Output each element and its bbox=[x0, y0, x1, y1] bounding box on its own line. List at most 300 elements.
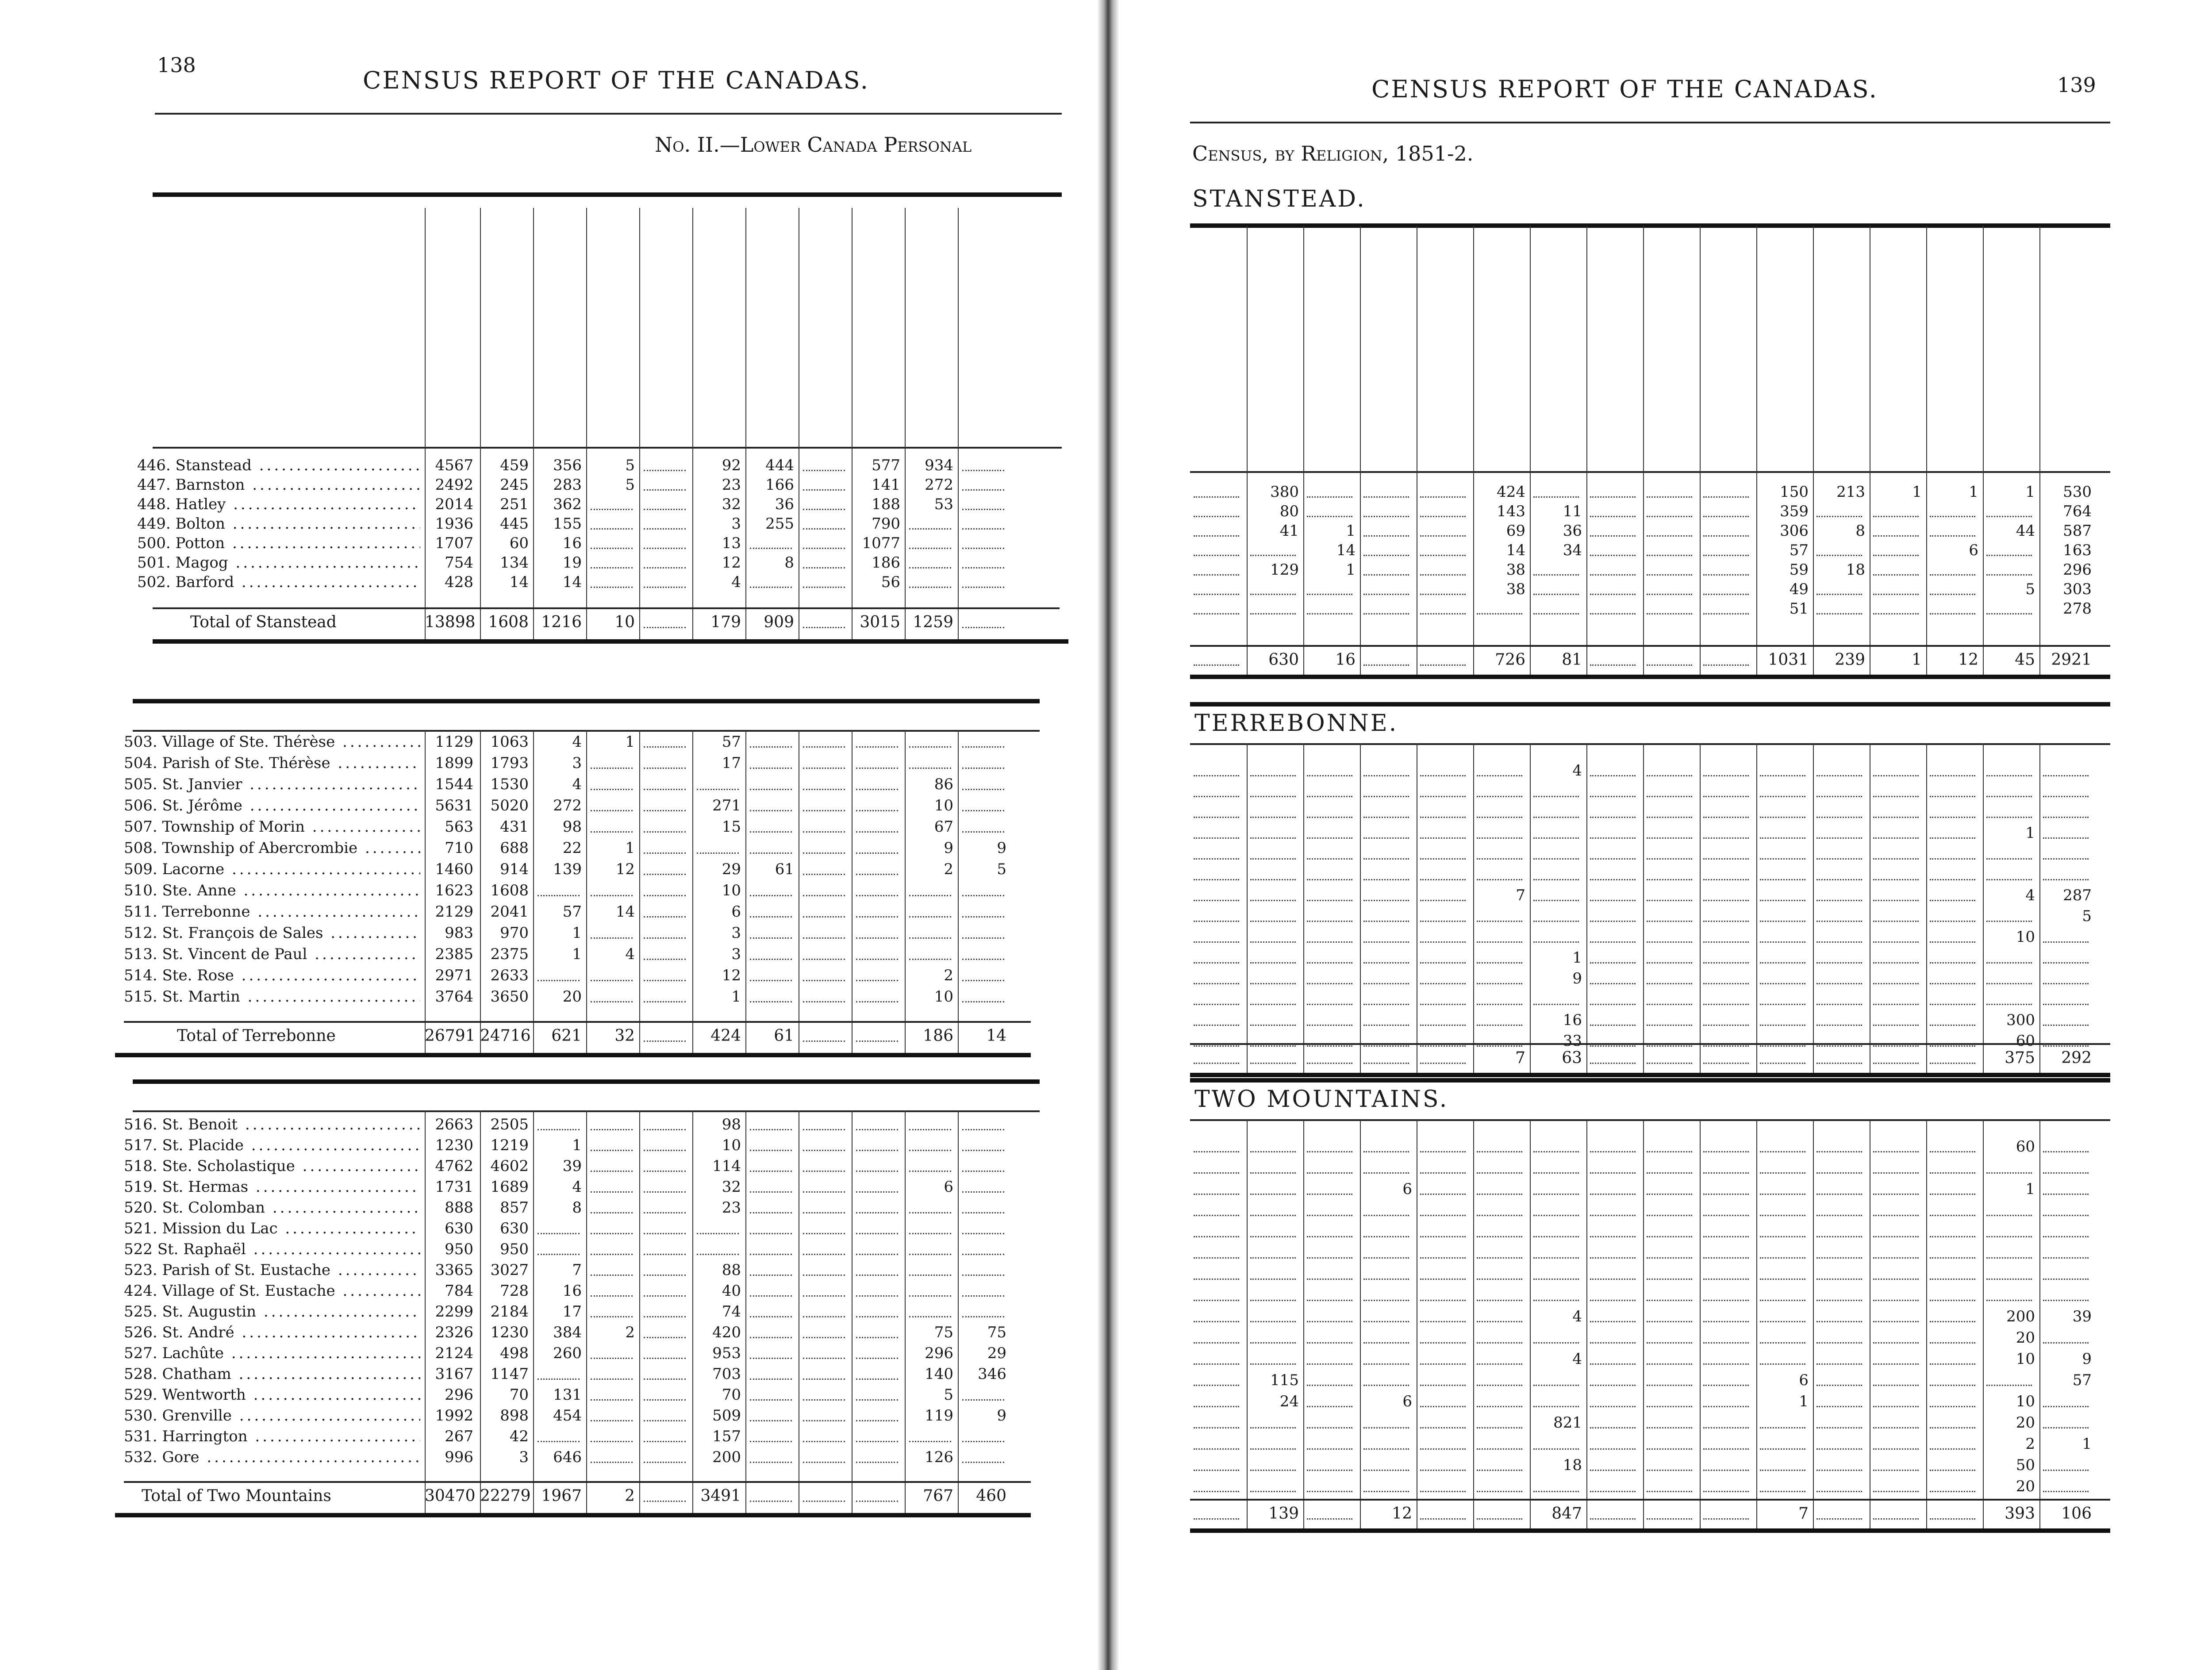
empty-cell-dots bbox=[644, 990, 686, 1002]
table-row bbox=[124, 1198, 1053, 1217]
empty-cell-dots bbox=[750, 1388, 792, 1401]
empty-cell-dots bbox=[750, 1429, 792, 1442]
empty-cell-dots bbox=[538, 968, 580, 981]
empty-cell-dots bbox=[1250, 1182, 1296, 1195]
table-cell: 2 bbox=[944, 967, 953, 984]
empty-cell-dots bbox=[591, 799, 633, 811]
empty-cell-dots bbox=[1930, 1416, 1975, 1428]
empty-cell-dots bbox=[1477, 1225, 1522, 1237]
empty-cell-dots bbox=[1760, 1246, 1805, 1259]
table-cell: 150 bbox=[1780, 483, 1809, 501]
table-cell: 1731 bbox=[435, 1178, 473, 1196]
table-cell: 188 bbox=[872, 495, 900, 513]
empty-cell-dots bbox=[962, 458, 1004, 471]
table-row bbox=[1115, 1455, 2212, 1475]
table-cell: 2971 bbox=[435, 967, 473, 984]
table-cell: 2 bbox=[944, 860, 953, 878]
empty-cell-dots bbox=[1590, 888, 1636, 901]
empty-cell-dots bbox=[1420, 1161, 1466, 1174]
table-cell: 587 bbox=[2063, 522, 2092, 540]
empty-cell-dots bbox=[644, 1367, 686, 1380]
empty-cell-dots bbox=[1250, 1437, 1296, 1450]
table-cell: 380 bbox=[1270, 483, 1299, 501]
empty-cell-dots bbox=[644, 1138, 686, 1151]
empty-cell-dots bbox=[1703, 1182, 1749, 1195]
empty-cell-dots bbox=[1250, 805, 1296, 818]
empty-cell-dots bbox=[962, 478, 1004, 491]
empty-cell-dots bbox=[1250, 992, 1296, 1005]
township-name: 522 St. Raphaël ..... bbox=[124, 1240, 420, 1259]
empty-cell-dots bbox=[1533, 1288, 1579, 1301]
empty-cell-dots bbox=[1986, 784, 2032, 797]
empty-cell-dots bbox=[1760, 784, 1805, 797]
empty-cell-dots bbox=[1533, 992, 1579, 1005]
table-row bbox=[1115, 1179, 2212, 1199]
table-cell: 4 bbox=[572, 1178, 582, 1196]
total-cell: 630 bbox=[1268, 651, 1299, 669]
empty-cell-dots bbox=[1477, 784, 1522, 797]
table-cell: 1 bbox=[572, 924, 582, 942]
empty-cell-dots bbox=[1250, 764, 1296, 776]
table-cell: 18 bbox=[1846, 561, 1865, 579]
empty-cell-dots bbox=[1930, 847, 1975, 860]
empty-cell-dots bbox=[750, 1180, 792, 1193]
empty-cell-dots bbox=[856, 1367, 898, 1380]
empty-cell-dots bbox=[1647, 582, 1692, 595]
empty-cell-dots bbox=[1647, 653, 1692, 666]
empty-cell-dots bbox=[591, 1221, 633, 1234]
total-cell: 7 bbox=[1515, 1049, 1525, 1067]
table-cell: 5 bbox=[2082, 907, 2092, 925]
township-name: 501. Magog ..... bbox=[137, 553, 420, 572]
table-cell: 296 bbox=[2063, 561, 2092, 579]
empty-cell-dots bbox=[750, 1242, 792, 1255]
empty-cell-dots bbox=[1647, 1013, 1692, 1026]
empty-cell-dots bbox=[538, 1367, 580, 1380]
empty-cell-dots bbox=[1873, 1225, 1919, 1237]
empty-cell-dots bbox=[1363, 602, 1409, 614]
empty-cell-dots bbox=[803, 1263, 845, 1276]
empty-cell-dots bbox=[1477, 1331, 1522, 1344]
empty-cell-dots bbox=[750, 735, 792, 748]
empty-cell-dots bbox=[1250, 868, 1296, 880]
table-cell: 23 bbox=[722, 1199, 741, 1217]
empty-cell-dots bbox=[591, 556, 633, 568]
empty-cell-dots bbox=[1420, 992, 1466, 1005]
empty-cell-dots bbox=[1420, 1267, 1466, 1280]
empty-cell-dots bbox=[1816, 951, 1862, 964]
table-cell: 1 bbox=[731, 988, 741, 1006]
empty-cell-dots bbox=[750, 1305, 792, 1317]
empty-cell-dots bbox=[1590, 930, 1636, 943]
empty-cell-dots bbox=[1307, 1507, 1352, 1520]
empty-cell-dots bbox=[962, 1117, 1004, 1130]
empty-cell-dots bbox=[1590, 1331, 1636, 1344]
empty-cell-dots bbox=[591, 1450, 633, 1463]
empty-cell-dots bbox=[803, 756, 845, 769]
empty-cell-dots bbox=[1816, 1246, 1862, 1259]
empty-cell-dots bbox=[1873, 951, 1919, 964]
table-cell: 70 bbox=[722, 1386, 741, 1404]
empty-cell-dots bbox=[1363, 1309, 1409, 1322]
empty-cell-dots bbox=[803, 1450, 845, 1463]
empty-cell-dots bbox=[1647, 1288, 1692, 1301]
total-cell: 63 bbox=[1562, 1049, 1582, 1067]
table-cell: 1 bbox=[1346, 522, 1356, 540]
empty-cell-dots bbox=[1703, 1437, 1749, 1450]
empty-cell-dots bbox=[1194, 826, 1239, 839]
table-cell: 12 bbox=[722, 554, 741, 572]
empty-cell-dots bbox=[1647, 1246, 1692, 1259]
table-cell: 17 bbox=[722, 754, 741, 772]
empty-cell-dots bbox=[1703, 1373, 1749, 1386]
empty-cell-dots bbox=[538, 1242, 580, 1255]
empty-cell-dots bbox=[856, 1409, 898, 1421]
table-cell: 784 bbox=[445, 1282, 473, 1300]
table-cell: 141 bbox=[872, 476, 900, 494]
empty-cell-dots bbox=[1363, 951, 1409, 964]
township-name: 527. Lachûte ..... bbox=[124, 1344, 420, 1363]
table-cell: 950 bbox=[445, 1240, 473, 1258]
empty-cell-dots bbox=[1250, 1246, 1296, 1259]
total-cell: 460 bbox=[976, 1487, 1006, 1505]
empty-cell-dots bbox=[1816, 1288, 1862, 1301]
table-cell: 20 bbox=[2016, 1329, 2035, 1347]
empty-cell-dots bbox=[1760, 1203, 1805, 1216]
empty-cell-dots bbox=[1760, 1161, 1805, 1174]
empty-cell-dots bbox=[1930, 1267, 1975, 1280]
empty-cell-dots bbox=[1760, 1331, 1805, 1344]
table-cell: 10 bbox=[722, 1136, 741, 1154]
township-name: 424. Village of St. Eustache ..... bbox=[124, 1281, 420, 1301]
table-cell: 13 bbox=[722, 534, 741, 552]
empty-cell-dots bbox=[1307, 1013, 1352, 1026]
table-cell: 7 bbox=[1516, 887, 1525, 904]
total-cell: 239 bbox=[1835, 651, 1865, 669]
table-cell: 431 bbox=[500, 818, 529, 836]
empty-cell-dots bbox=[591, 575, 633, 588]
empty-cell-dots bbox=[856, 777, 898, 790]
empty-cell-dots bbox=[803, 990, 845, 1002]
empty-cell-dots bbox=[1590, 653, 1636, 666]
empty-cell-dots bbox=[2043, 847, 2089, 860]
table-cell: 9 bbox=[997, 1407, 1006, 1424]
empty-cell-dots bbox=[1307, 1373, 1352, 1386]
empty-cell-dots bbox=[1363, 524, 1409, 537]
empty-cell-dots bbox=[591, 517, 633, 530]
empty-cell-dots bbox=[1703, 805, 1749, 818]
empty-cell-dots bbox=[1930, 764, 1975, 776]
table-cell: 688 bbox=[500, 839, 529, 857]
empty-cell-dots bbox=[1194, 524, 1239, 537]
empty-cell-dots bbox=[591, 497, 633, 510]
empty-cell-dots bbox=[1533, 784, 1579, 797]
total-rule bbox=[153, 607, 1060, 609]
empty-cell-dots bbox=[803, 1325, 845, 1338]
empty-cell-dots bbox=[1816, 543, 1862, 556]
empty-cell-dots bbox=[856, 947, 898, 960]
empty-cell-dots bbox=[962, 1305, 1004, 1317]
empty-cell-dots bbox=[644, 1325, 686, 1338]
empty-cell-dots bbox=[1760, 847, 1805, 860]
empty-cell-dots bbox=[2043, 971, 2089, 984]
empty-cell-dots bbox=[1986, 909, 2032, 922]
empty-cell-dots bbox=[1590, 602, 1636, 614]
empty-cell-dots bbox=[1477, 826, 1522, 839]
empty-cell-dots bbox=[962, 1221, 1004, 1234]
table-cell: 5 bbox=[625, 476, 635, 494]
empty-cell-dots bbox=[1194, 1416, 1239, 1428]
township-name: 507. Township of Morin ..... bbox=[124, 817, 420, 837]
empty-cell-dots bbox=[644, 556, 686, 568]
township-name: 505. St. Janvier ..... bbox=[124, 775, 420, 794]
empty-cell-dots bbox=[1816, 1331, 1862, 1344]
county-name: STANSTEAD. bbox=[1192, 186, 1366, 212]
table-row bbox=[1115, 502, 2212, 521]
empty-cell-dots bbox=[1590, 805, 1636, 818]
empty-cell-dots bbox=[1363, 1479, 1409, 1492]
empty-cell-dots bbox=[1760, 1352, 1805, 1365]
empty-cell-dots bbox=[1477, 1013, 1522, 1026]
empty-cell-dots bbox=[1590, 868, 1636, 880]
empty-cell-dots bbox=[1420, 764, 1466, 776]
empty-cell-dots bbox=[1760, 992, 1805, 1005]
empty-cell-dots bbox=[1760, 1140, 1805, 1152]
empty-cell-dots bbox=[750, 1409, 792, 1421]
empty-cell-dots bbox=[1986, 1288, 2032, 1301]
empty-cell-dots bbox=[750, 1138, 792, 1151]
empty-cell-dots bbox=[1873, 563, 1919, 576]
empty-cell-dots bbox=[856, 968, 898, 981]
empty-cell-dots bbox=[591, 1409, 633, 1421]
empty-cell-dots bbox=[1250, 1288, 1296, 1301]
township-name: 503. Village of Ste. Thérèse ..... bbox=[124, 732, 420, 752]
table-cell: 32 bbox=[722, 495, 741, 513]
empty-cell-dots bbox=[1307, 1352, 1352, 1365]
empty-cell-dots bbox=[1250, 1013, 1296, 1026]
township-name: 510. Ste. Anne ..... bbox=[124, 881, 420, 900]
empty-cell-dots bbox=[1250, 1267, 1296, 1280]
empty-cell-dots bbox=[750, 841, 792, 854]
empty-cell-dots bbox=[750, 1346, 792, 1359]
empty-cell-dots bbox=[1533, 1161, 1579, 1174]
empty-cell-dots bbox=[1930, 1507, 1975, 1520]
empty-cell-dots bbox=[1930, 951, 1975, 964]
table-cell: 728 bbox=[500, 1282, 529, 1300]
empty-cell-dots bbox=[1873, 1051, 1919, 1064]
empty-cell-dots bbox=[1873, 764, 1919, 776]
empty-cell-dots bbox=[1930, 602, 1975, 614]
empty-cell-dots bbox=[1873, 1479, 1919, 1492]
empty-cell-dots bbox=[1760, 951, 1805, 964]
table-cell: 40 bbox=[722, 1282, 741, 1300]
empty-cell-dots bbox=[962, 1388, 1004, 1401]
empty-cell-dots bbox=[1194, 1161, 1239, 1174]
table-cell: 41 bbox=[1279, 522, 1299, 540]
empty-cell-dots bbox=[1250, 971, 1296, 984]
empty-cell-dots bbox=[1647, 1331, 1692, 1344]
empty-cell-dots bbox=[1250, 888, 1296, 901]
empty-cell-dots bbox=[1250, 784, 1296, 797]
empty-cell-dots bbox=[962, 556, 1004, 568]
empty-cell-dots bbox=[1986, 1161, 2032, 1174]
empty-cell-dots bbox=[1477, 1479, 1522, 1492]
empty-cell-dots bbox=[1533, 1225, 1579, 1237]
table-cell: 950 bbox=[500, 1240, 529, 1258]
empty-cell-dots bbox=[644, 799, 686, 811]
empty-cell-dots bbox=[1703, 930, 1749, 943]
empty-cell-dots bbox=[2043, 1225, 2089, 1237]
township-name: 518. Ste. Scholastique ..... bbox=[124, 1156, 420, 1176]
empty-cell-dots bbox=[1477, 1373, 1522, 1386]
table-cell: 1 bbox=[1346, 561, 1356, 579]
empty-cell-dots bbox=[1930, 563, 1975, 576]
empty-cell-dots bbox=[1760, 868, 1805, 880]
empty-cell-dots bbox=[1930, 1288, 1975, 1301]
empty-cell-dots bbox=[1816, 1309, 1862, 1322]
empty-cell-dots bbox=[644, 1284, 686, 1297]
empty-cell-dots bbox=[1590, 1288, 1636, 1301]
empty-cell-dots bbox=[962, 1429, 1004, 1442]
table-cell: 143 bbox=[1497, 503, 1525, 520]
empty-cell-dots bbox=[909, 1263, 951, 1276]
table-cell: 70 bbox=[509, 1386, 529, 1404]
table-row bbox=[1115, 1137, 2212, 1156]
empty-cell-dots bbox=[1590, 1203, 1636, 1216]
empty-cell-dots bbox=[1194, 1288, 1239, 1301]
table-cell: 646 bbox=[553, 1448, 582, 1466]
empty-cell-dots bbox=[750, 756, 792, 769]
table-cell: 51 bbox=[1789, 600, 1809, 618]
empty-cell-dots bbox=[1873, 1246, 1919, 1259]
empty-cell-dots bbox=[1533, 888, 1579, 901]
table-cell: 20 bbox=[562, 988, 582, 1006]
empty-cell-dots bbox=[1930, 868, 1975, 880]
running-head: CENSUS REPORT OF THE CANADAS. bbox=[363, 66, 869, 94]
empty-cell-dots bbox=[1250, 1225, 1296, 1237]
empty-cell-dots bbox=[750, 883, 792, 896]
empty-cell-dots bbox=[962, 1284, 1004, 1297]
empty-cell-dots bbox=[803, 926, 845, 939]
table-cell: 7 bbox=[572, 1261, 582, 1279]
empty-cell-dots bbox=[1703, 1225, 1749, 1237]
empty-cell-dots bbox=[2043, 951, 2089, 964]
empty-cell-dots bbox=[962, 497, 1004, 510]
table-cell: 5 bbox=[2025, 580, 2035, 598]
table-cell: 2299 bbox=[435, 1303, 473, 1321]
empty-cell-dots bbox=[1647, 888, 1692, 901]
empty-cell-dots bbox=[962, 883, 1004, 896]
empty-cell-dots bbox=[644, 575, 686, 588]
township-name: 516. St. Benoit ..... bbox=[124, 1115, 420, 1134]
table-row bbox=[124, 944, 1053, 964]
empty-cell-dots bbox=[1873, 847, 1919, 860]
empty-cell-dots bbox=[1533, 1437, 1579, 1450]
table-row bbox=[1115, 927, 2212, 947]
table-cell: 139 bbox=[553, 860, 582, 878]
empty-cell-dots bbox=[1307, 1182, 1352, 1195]
table-title: No. II.—Lower Canada Personal bbox=[655, 133, 972, 157]
empty-cell-dots bbox=[1250, 582, 1296, 595]
empty-cell-dots bbox=[1647, 1373, 1692, 1386]
empty-cell-dots bbox=[1250, 602, 1296, 614]
empty-cell-dots bbox=[1533, 602, 1579, 614]
table-cell: 14 bbox=[615, 903, 635, 921]
table-cell: 53 bbox=[934, 495, 953, 513]
empty-cell-dots bbox=[1590, 1416, 1636, 1428]
table-row bbox=[1115, 1031, 2212, 1051]
empty-cell-dots bbox=[1420, 951, 1466, 964]
empty-cell-dots bbox=[1986, 1246, 2032, 1259]
table-cell: 970 bbox=[500, 924, 529, 942]
table-cell: 3 bbox=[731, 515, 741, 533]
table-cell: 1 bbox=[1572, 949, 1582, 967]
empty-cell-dots bbox=[1194, 563, 1239, 576]
table-title: Census, by Religion, 1851-2. bbox=[1192, 142, 1474, 165]
empty-cell-dots bbox=[591, 1284, 633, 1297]
table-row bbox=[1115, 1010, 2212, 1030]
empty-cell-dots bbox=[1194, 1225, 1239, 1237]
empty-cell-dots bbox=[1533, 1331, 1579, 1344]
empty-cell-dots bbox=[856, 905, 898, 918]
township-name: 511. Terrebonne ..... bbox=[124, 902, 420, 921]
empty-cell-dots bbox=[1930, 1161, 1975, 1174]
table-cell: 983 bbox=[445, 924, 473, 942]
empty-cell-dots bbox=[1194, 485, 1239, 498]
empty-cell-dots bbox=[856, 883, 898, 896]
table-cell: 23 bbox=[722, 476, 741, 494]
empty-cell-dots bbox=[803, 1117, 845, 1130]
empty-cell-dots bbox=[1250, 543, 1296, 556]
total-rule bbox=[1190, 645, 2110, 647]
township-name: 500. Potton ..... bbox=[137, 534, 420, 553]
rule bbox=[1190, 122, 2110, 123]
empty-cell-dots bbox=[1647, 868, 1692, 880]
empty-cell-dots bbox=[1930, 1309, 1975, 1322]
empty-cell-dots bbox=[1363, 1373, 1409, 1386]
empty-cell-dots bbox=[644, 1346, 686, 1359]
empty-cell-dots bbox=[1703, 784, 1749, 797]
empty-cell-dots bbox=[1420, 1458, 1466, 1471]
empty-cell-dots bbox=[1363, 909, 1409, 922]
empty-cell-dots bbox=[1363, 1267, 1409, 1280]
empty-cell-dots bbox=[1760, 1225, 1805, 1237]
table-cell: 49 bbox=[1789, 580, 1809, 598]
total-row bbox=[1115, 1048, 2212, 1068]
empty-cell-dots bbox=[1986, 563, 2032, 576]
empty-cell-dots bbox=[1647, 847, 1692, 860]
empty-cell-dots bbox=[1930, 582, 1975, 595]
empty-cell-dots bbox=[644, 1305, 686, 1317]
total-cell: 375 bbox=[2005, 1049, 2035, 1067]
empty-cell-dots bbox=[856, 735, 898, 748]
table-row bbox=[124, 1260, 1053, 1280]
empty-cell-dots bbox=[1307, 602, 1352, 614]
empty-cell-dots bbox=[1420, 485, 1466, 498]
table-row bbox=[124, 1156, 1053, 1176]
empty-cell-dots bbox=[591, 1159, 633, 1172]
empty-cell-dots bbox=[644, 1409, 686, 1421]
table-cell: 155 bbox=[553, 515, 582, 533]
empty-cell-dots bbox=[1477, 1203, 1522, 1216]
table-cell: 80 bbox=[1279, 503, 1299, 520]
empty-cell-dots bbox=[803, 968, 845, 981]
empty-cell-dots bbox=[1760, 1051, 1805, 1064]
total-bottom-rule bbox=[115, 1513, 1031, 1517]
table-cell: 9 bbox=[997, 839, 1006, 857]
total-rule bbox=[124, 1481, 1031, 1483]
empty-cell-dots bbox=[1703, 971, 1749, 984]
